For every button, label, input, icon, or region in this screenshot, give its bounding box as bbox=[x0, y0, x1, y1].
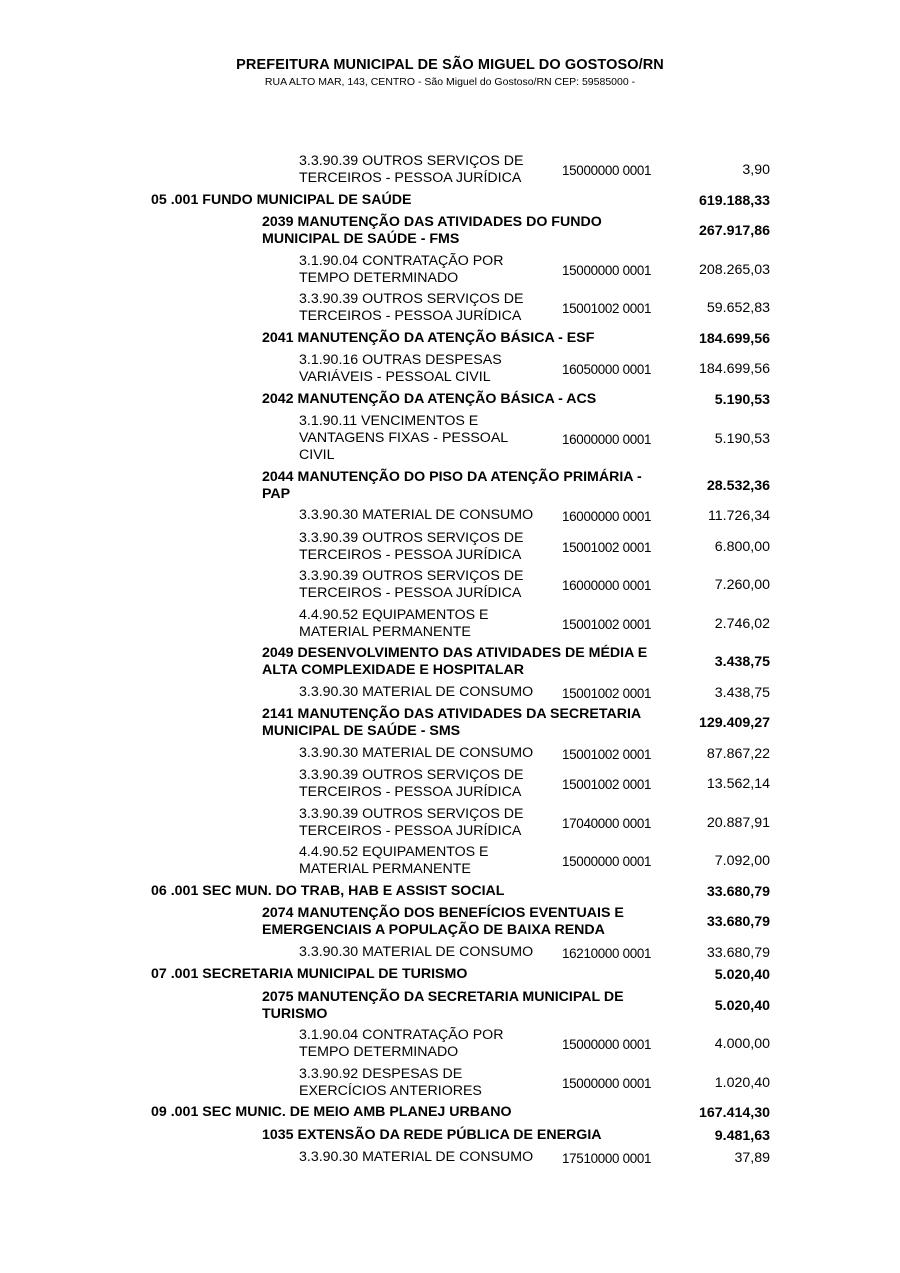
description-line: TURISMO bbox=[262, 1005, 328, 1022]
funding-source: 16000000 0001 bbox=[562, 431, 652, 447]
org-unit-row bbox=[0, 1104, 900, 1123]
amount-value: 619.188,33 bbox=[698, 192, 770, 209]
row-description bbox=[151, 883, 691, 900]
description-line: VARIÁVEIS - PESSOAL CIVIL bbox=[299, 369, 491, 385]
action-row bbox=[0, 214, 900, 249]
description-line: 2141 MANUTENÇÃO DAS ATIVIDADES DA SECRETARIA bbox=[262, 706, 642, 722]
funding-source: 15001002 0001 bbox=[562, 616, 652, 632]
row-description bbox=[299, 767, 561, 801]
description-line: 2074 MANUTENÇÃO DOS BENEFÍCIOS EVENTUAIS E bbox=[262, 905, 624, 921]
org-unit-row bbox=[0, 192, 900, 211]
row-description bbox=[151, 1104, 691, 1121]
expense-item-row bbox=[0, 507, 900, 526]
funding-source: 16050000 0001 bbox=[562, 362, 652, 377]
description-line: 3.1.90.04 CONTRATAÇÃO POR bbox=[299, 1027, 504, 1043]
description-line: TERCEIROS - PESSOA JURÍDICA bbox=[299, 585, 522, 601]
amount-value: 184.699,56 bbox=[698, 330, 770, 347]
action-row bbox=[0, 391, 900, 410]
action-row bbox=[0, 645, 900, 680]
expense-item-row bbox=[0, 1066, 900, 1101]
amount-value: 28.532,36 bbox=[706, 477, 770, 494]
funding-source: 15000000 0001 bbox=[562, 262, 652, 278]
document-header bbox=[0, 56, 900, 89]
amount-value: 87.867,22 bbox=[706, 745, 770, 762]
amount-value: 3.438,75 bbox=[714, 684, 770, 701]
amount-value: 4.000,00 bbox=[714, 1036, 770, 1052]
description-line: ALTA COMPLEXIDADE E HOSPITALAR bbox=[262, 662, 524, 678]
amount-value: 7.260,00 bbox=[714, 577, 770, 593]
description-line: 06 .001 SEC MUN. DO TRAB, HAB E ASSIST SOCIAL bbox=[151, 882, 505, 899]
expense-item-row bbox=[0, 767, 900, 802]
description-line: 3.3.90.92 DESPESAS DE bbox=[299, 1065, 463, 1082]
description-line: 3.3.90.39 OUTROS SERVIÇOS DE bbox=[299, 153, 524, 169]
amount-value: 59.652,83 bbox=[706, 300, 770, 316]
amount-value: 3.438,75 bbox=[714, 654, 770, 670]
description-line: CIVIL bbox=[299, 447, 335, 463]
amount-value: 129.409,27 bbox=[698, 715, 770, 731]
amount-value: 11.726,34 bbox=[707, 508, 770, 524]
amount-value: 208.265,03 bbox=[698, 261, 770, 278]
row-description bbox=[299, 944, 561, 961]
description-line: MUNICIPAL DE SAÚDE - FMS bbox=[262, 231, 460, 247]
row-description bbox=[299, 153, 561, 187]
amount-value: 3,90 bbox=[742, 162, 770, 178]
description-line: 3.1.90.16 OUTRAS DESPESAS bbox=[299, 352, 502, 368]
action-row bbox=[0, 989, 900, 1024]
funding-source: 17040000 0001 bbox=[562, 815, 652, 831]
description-line: 2042 MANUTENÇÃO DA ATENÇÃO BÁSICA - ACS bbox=[262, 390, 597, 407]
expense-item-row bbox=[0, 413, 900, 465]
expense-item-row bbox=[0, 291, 900, 326]
description-line: 3.3.90.39 OUTROS SERVIÇOS DE bbox=[299, 767, 524, 783]
row-description bbox=[151, 192, 691, 209]
row-description bbox=[299, 806, 561, 840]
amount-value: 7.092,00 bbox=[714, 853, 770, 869]
row-description bbox=[299, 413, 561, 464]
description-line: TERCEIROS - PESSOA JURÍDICA bbox=[299, 784, 522, 800]
description-line: 3.3.90.30 MATERIAL DE CONSUMO bbox=[299, 943, 534, 960]
description-line: 4.4.90.52 EQUIPAMENTOS E bbox=[299, 844, 489, 860]
expense-item-row bbox=[0, 1149, 900, 1168]
amount-value: 37,89 bbox=[734, 1150, 770, 1166]
description-line: TERCEIROS - PESSOA JURÍDICA bbox=[299, 308, 522, 324]
description-line: TERCEIROS - PESSOA JURÍDICA bbox=[299, 170, 522, 186]
description-line: 3.3.90.30 MATERIAL DE CONSUMO bbox=[299, 683, 534, 700]
row-description bbox=[299, 568, 561, 602]
funding-source: 16210000 0001 bbox=[562, 945, 652, 961]
row-description bbox=[299, 1149, 561, 1166]
amount-value: 33.680,79 bbox=[706, 914, 770, 930]
expense-item-row bbox=[0, 607, 900, 642]
amount-value: 33.680,79 bbox=[706, 883, 770, 900]
funding-source: 15000000 0001 bbox=[562, 163, 652, 178]
expense-item-row bbox=[0, 844, 900, 879]
description-line: 1035 EXTENSÃO DA REDE PÚBLICA DE ENERGIA bbox=[262, 1126, 602, 1143]
description-line: TERCEIROS - PESSOA JURÍDICA bbox=[299, 546, 522, 563]
expense-item-row bbox=[0, 253, 900, 288]
description-line: 3.3.90.30 MATERIAL DE CONSUMO bbox=[299, 1149, 534, 1165]
action-row bbox=[0, 330, 900, 349]
funding-source: 15001002 0001 bbox=[562, 777, 652, 792]
description-line: 3.3.90.39 OUTROS SERVIÇOS DE bbox=[299, 568, 524, 584]
description-line: MATERIAL PERMANENTE bbox=[299, 861, 471, 877]
row-description bbox=[299, 684, 561, 701]
funding-source: 15001002 0001 bbox=[562, 539, 652, 555]
amount-value: 5.190,53 bbox=[714, 391, 770, 408]
amount-value: 5.020,40 bbox=[714, 967, 770, 983]
row-description bbox=[299, 352, 561, 386]
expense-item-row bbox=[0, 530, 900, 565]
action-row bbox=[0, 706, 900, 741]
row-description bbox=[299, 1066, 561, 1100]
funding-source: 15001002 0001 bbox=[562, 301, 652, 316]
description-line: 2075 MANUTENÇÃO DA SECRETARIA MUNICIPAL DE bbox=[262, 988, 624, 1005]
funding-source: 15001002 0001 bbox=[562, 685, 652, 701]
description-line: 2044 MANUTENÇÃO DO PISO DA ATENÇÃO PRIMÁRIA - bbox=[262, 468, 642, 485]
funding-source: 15000000 0001 bbox=[562, 854, 652, 869]
description-line: 4.4.90.52 EQUIPAMENTOS E bbox=[299, 606, 489, 623]
funding-source: 17510000 0001 bbox=[562, 1151, 652, 1166]
org-unit-row bbox=[0, 966, 900, 985]
row-description bbox=[299, 607, 561, 641]
header-address: RUA ALTO MAR, 143, CENTRO - São Miguel do Gostoso/RN CEP: 59585000 - bbox=[264, 76, 636, 88]
row-description bbox=[299, 1027, 561, 1061]
amount-value: 2.746,02 bbox=[714, 615, 770, 632]
description-line: VANTAGENS FIXAS - PESSOAL bbox=[299, 430, 509, 446]
row-description bbox=[299, 530, 561, 564]
funding-source: 15001002 0001 bbox=[562, 746, 652, 762]
description-line: 3.3.90.30 MATERIAL DE CONSUMO bbox=[299, 744, 534, 761]
row-description bbox=[299, 745, 561, 762]
description-line: 3.3.90.39 OUTROS SERVIÇOS DE bbox=[299, 805, 524, 822]
amount-value: 33.680,79 bbox=[706, 944, 770, 961]
description-line: 05 .001 FUNDO MUNICIPAL DE SAÚDE bbox=[151, 191, 412, 208]
expense-item-row bbox=[0, 352, 900, 387]
description-line: 2039 MANUTENÇÃO DAS ATIVIDADES DO FUNDO bbox=[262, 214, 602, 230]
description-line: EXERCÍCIOS ANTERIORES bbox=[299, 1082, 482, 1099]
funding-source: 16000000 0001 bbox=[562, 509, 652, 524]
description-line: 2049 DESENVOLVIMENTO DAS ATIVIDADES DE MÉDIA E bbox=[262, 645, 648, 661]
amount-value: 9.481,63 bbox=[714, 1127, 770, 1144]
amount-value: 167.414,30 bbox=[698, 1105, 770, 1121]
description-line: 3.3.90.30 MATERIAL DE CONSUMO bbox=[299, 507, 534, 523]
amount-value: 6.800,00 bbox=[714, 538, 770, 555]
amount-value: 267.917,86 bbox=[698, 223, 770, 239]
header-title: PREFEITURA MUNICIPAL DE SÃO MIGUEL DO GOSTOSO/RN bbox=[236, 57, 664, 73]
funding-source: 15000000 0001 bbox=[562, 1075, 652, 1091]
row-description bbox=[299, 291, 561, 325]
expense-item-row bbox=[0, 684, 900, 703]
action-row bbox=[0, 1127, 900, 1146]
org-unit-row bbox=[0, 883, 900, 902]
description-line: 09 .001 SEC MUNIC. DE MEIO AMB PLANEJ URBANO bbox=[151, 1104, 512, 1120]
description-line: EMERGENCIAIS A POPULAÇÃO DE BAIXA RENDA bbox=[262, 922, 605, 938]
description-line: TEMPO DETERMINADO bbox=[299, 269, 459, 286]
amount-value: 13.562,14 bbox=[706, 776, 770, 792]
amount-value: 20.887,91 bbox=[706, 814, 770, 831]
description-line: 3.1.90.11 VENCIMENTOS E bbox=[299, 413, 479, 429]
description-line: 07 .001 SECRETARIA MUNICIPAL DE TURISMO bbox=[151, 966, 468, 982]
description-line: 3.3.90.39 OUTROS SERVIÇOS DE bbox=[299, 529, 524, 546]
amount-value: 1.020,40 bbox=[714, 1074, 770, 1091]
expense-item-row bbox=[0, 745, 900, 764]
amount-value: 5.020,40 bbox=[714, 997, 770, 1014]
description-line: MATERIAL PERMANENTE bbox=[299, 623, 471, 640]
expense-item-row bbox=[0, 153, 900, 188]
row-description bbox=[151, 966, 691, 983]
row-description bbox=[299, 253, 561, 287]
description-line: TERCEIROS - PESSOA JURÍDICA bbox=[299, 822, 522, 839]
description-line: MUNICIPAL DE SAÚDE - SMS bbox=[262, 723, 461, 739]
funding-source: 16000000 0001 bbox=[562, 578, 652, 593]
description-line: 3.1.90.04 CONTRATAÇÃO POR bbox=[299, 252, 504, 269]
expense-item-row bbox=[0, 944, 900, 963]
expense-item-row bbox=[0, 568, 900, 603]
row-description bbox=[299, 844, 561, 878]
expense-item-row bbox=[0, 806, 900, 841]
description-line: 2041 MANUTENÇÃO DA ATENÇÃO BÁSICA - ESF bbox=[262, 329, 595, 346]
description-line: 3.3.90.39 OUTROS SERVIÇOS DE bbox=[299, 291, 524, 307]
action-row bbox=[0, 469, 900, 504]
row-description bbox=[299, 507, 561, 524]
funding-source: 15000000 0001 bbox=[562, 1037, 652, 1052]
amount-value: 5.190,53 bbox=[714, 430, 770, 447]
description-line: TEMPO DETERMINADO bbox=[299, 1044, 459, 1060]
action-row bbox=[0, 905, 900, 940]
amount-value: 184.699,56 bbox=[698, 361, 770, 377]
expense-item-row bbox=[0, 1027, 900, 1062]
description-line: PAP bbox=[262, 485, 291, 502]
